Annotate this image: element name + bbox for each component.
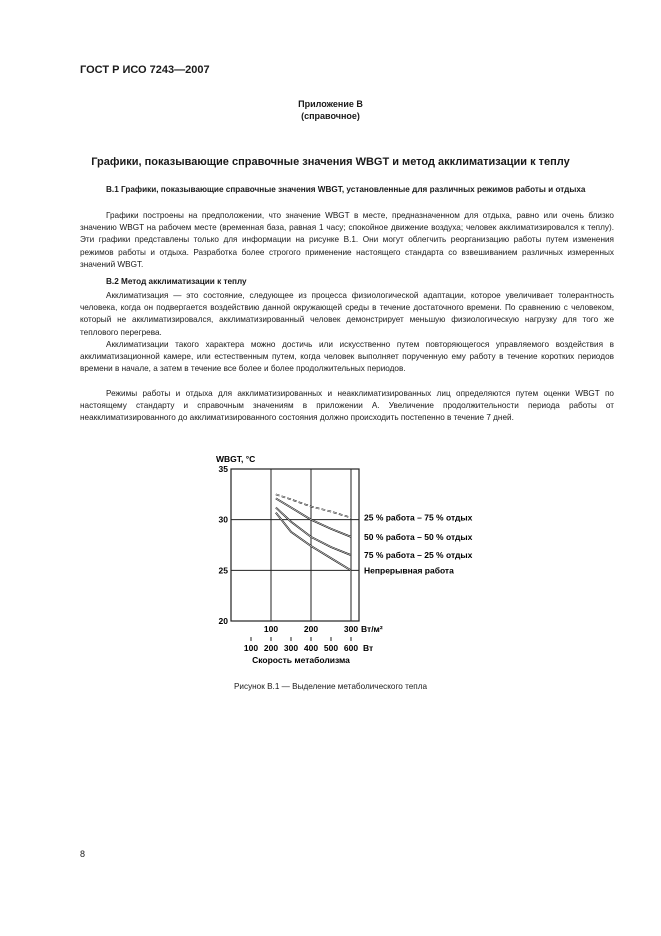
x-tick-label-w: 300 xyxy=(283,643,299,653)
annex-label: Приложение В xyxy=(298,99,363,109)
section-b2-paragraph-2: Акклиматизации такого характера можно достичь или искусственно путем повторяющегося управляемого воздействия в акклиматизационной камере, или естественным путем, когда человек выполняет порученную ему работу в течение коротких периодов времени в начале, а затем в течение все более и более продолжительных периодов. xyxy=(80,340,614,374)
x-tick-labels-m2 xyxy=(264,624,358,634)
chart-series xyxy=(276,494,351,570)
page-number: 8 xyxy=(80,849,86,859)
section-b1-paragraph: Графики построены на предположении, что значение WBGT в месте, предназначенном для отдыха, равно или очень близко значению WBGT на рабочем месте (временная база, равная 1 часу; спокойное движение воздуха; человек акклиматизировался к теплу). Эти графики представлены только для информации на рисунке В.1. Они могут облегчить реорганизацию работы путем изменения режимов работы и отдыха. Разработка более строгого применение настоящего стандарта со взвешиванием различных измеренных значений WBGT. xyxy=(80,211,614,269)
y-tick-label: 25 xyxy=(218,565,228,576)
series-label: 75 % работа – 25 % отдых xyxy=(364,550,473,561)
y-tick-labels xyxy=(219,464,229,626)
chart-grid xyxy=(231,469,359,621)
x-tick-label-w: 400 xyxy=(303,643,319,653)
y-tick-label: 20 xyxy=(218,616,228,626)
x-tick-labels-w xyxy=(244,637,358,653)
y-tick-label: 35 xyxy=(218,464,228,474)
x-tick-label-w: 100 xyxy=(243,643,259,653)
section-b2-heading: В.2 Метод акклиматизации к теплу xyxy=(106,277,247,286)
series-label: 25 % работа – 75 % отдых xyxy=(364,512,473,523)
section-b1-heading: В.1 Графики, показывающие справочные значения WBGT, установленные для различных режимов работы и отдыха xyxy=(106,185,586,194)
x-tick-label-w: 500 xyxy=(323,643,339,653)
annex-status: (справочное) xyxy=(301,111,360,121)
x-unit-w-label: Вт xyxy=(363,643,374,653)
y-axis-label: WBGT, °C xyxy=(216,454,256,464)
section-b2-paragraph-1: Акклиматизация — это состояние, следующее из процесса физиологической адаптации, которое увеличивает толерантность человека, когда он подвергается воздействию данной окружающей среды в течение достаточного времени. По сравнению с человеком, который не акклиматизировался, акклиматизированный человек демонстрирует меньшую физиологическую нагрузку для того же теплового перегрева. xyxy=(80,291,614,337)
document-header: ГОСТ Р ИСО 7243—2007 xyxy=(80,64,210,76)
section-b2-paragraph-3: Режимы работы и отдыха для акклиматизированных и неакклиматизированных лиц определяются путем оценки WBGT по настоящему стандарту и справочным значениям в приложении А. Увеличение продолжительности периода работы от неакклиматизированного до акклиматизированного состояния должно происходить постепенно в течение 7 дней. xyxy=(80,389,614,423)
x-axis-label: Скорость метаболизма xyxy=(252,655,350,665)
x-tick-label-m2: 100 xyxy=(263,624,279,634)
figure-b1-chart xyxy=(200,448,500,674)
series-label: Непрерывная работа xyxy=(364,565,454,576)
x-tick-label-w: 600 xyxy=(343,643,359,653)
series-label: 50 % работа – 50 % отдых xyxy=(364,531,473,542)
annex-title: Графики, показывающие справочные значения WBGT и метод акклиматизации к теплу xyxy=(91,156,570,168)
x-unit-m2-label: Вт/м² xyxy=(361,624,383,634)
x-tick-label-w: 200 xyxy=(263,643,279,653)
plot-frame xyxy=(231,469,359,621)
chart-legend xyxy=(364,513,473,576)
x-tick-label-m2: 300 xyxy=(343,624,359,634)
x-tick-label-m2: 200 xyxy=(303,624,319,634)
y-tick-label: 30 xyxy=(218,514,228,525)
figure-caption: Рисунок В.1 — Выделение метаболического тепла xyxy=(233,682,428,691)
